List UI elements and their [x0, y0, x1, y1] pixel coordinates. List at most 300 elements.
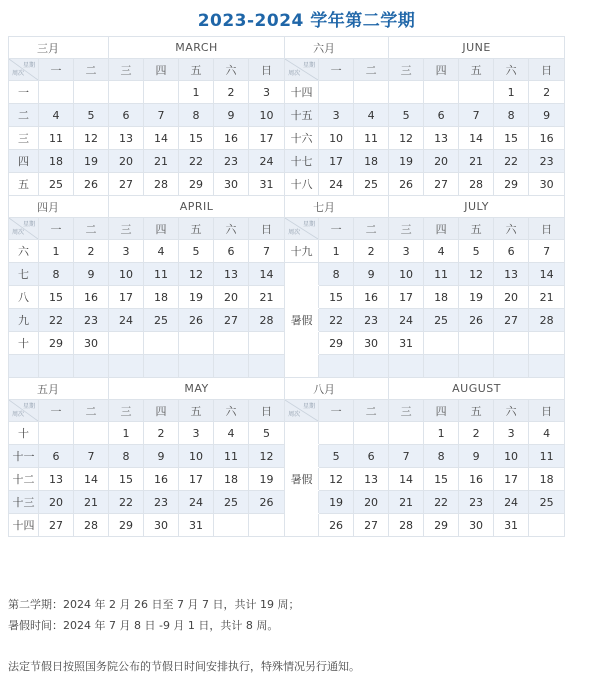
- corner-label: [285, 59, 318, 80]
- month-header-row: [9, 378, 565, 400]
- day-cell: 28: [74, 514, 109, 537]
- day-cell: 5: [249, 422, 285, 445]
- weekday-header: 六: [214, 218, 249, 240]
- day-cell: 16: [74, 286, 109, 309]
- corner-week-label: 周次: [288, 411, 301, 418]
- day-cell: 12: [459, 263, 494, 286]
- month-name-en: MAY: [109, 378, 285, 400]
- day-cell: 8: [494, 104, 529, 127]
- day-cell: 25: [529, 491, 565, 514]
- day-cell: 24: [249, 150, 285, 173]
- day-cell: 26: [389, 173, 424, 196]
- vacation-cell: [285, 422, 319, 445]
- day-cell: 19: [74, 150, 109, 173]
- day-cell: 10: [249, 104, 285, 127]
- week-number: 九: [9, 309, 39, 332]
- corner-week-label: 周次: [12, 229, 25, 236]
- day-cell: [459, 332, 494, 355]
- day-cell: 25: [39, 173, 74, 196]
- day-cell: [424, 81, 459, 104]
- week-corner-cell: [285, 400, 319, 422]
- day-cell: 23: [459, 491, 494, 514]
- day-cell: 13: [109, 127, 144, 150]
- day-cell: 14: [389, 468, 424, 491]
- day-cell: [459, 355, 494, 378]
- week-row: [9, 104, 565, 127]
- weekday-header-row: [9, 59, 565, 81]
- week-number: 七: [9, 263, 39, 286]
- day-cell: [39, 81, 74, 104]
- day-cell: 9: [354, 263, 389, 286]
- day-cell: 13: [214, 263, 249, 286]
- day-cell: 6: [214, 240, 249, 263]
- month-header-row: [9, 37, 565, 59]
- day-cell: 26: [459, 309, 494, 332]
- day-cell: 18: [144, 286, 179, 309]
- month-name-cn: 八月: [285, 378, 389, 400]
- month-name-cn: 六月: [285, 37, 389, 59]
- weekday-header: 三: [109, 59, 144, 81]
- day-cell: [74, 81, 109, 104]
- day-cell: 22: [494, 150, 529, 173]
- week-number: 十一: [9, 445, 39, 468]
- day-cell: 14: [249, 263, 285, 286]
- vacation-cell: [285, 355, 319, 378]
- day-cell: 31: [494, 514, 529, 537]
- vacation-cell: [285, 445, 319, 468]
- day-cell: 23: [74, 309, 109, 332]
- weekday-header: 日: [249, 400, 285, 422]
- vacation-cell: 暑假: [285, 468, 319, 491]
- day-cell: 11: [529, 445, 565, 468]
- week-row: [9, 81, 565, 104]
- day-cell: [144, 81, 179, 104]
- day-cell: 9: [529, 104, 565, 127]
- day-cell: 29: [39, 332, 74, 355]
- month-name-en: JULY: [389, 196, 565, 218]
- day-cell: [424, 355, 459, 378]
- weekday-header: 一: [39, 400, 74, 422]
- day-cell: 21: [249, 286, 285, 309]
- month-name-cn: 七月: [285, 196, 389, 218]
- week-corner-cell: [9, 400, 39, 422]
- month-name-en: MARCH: [109, 37, 285, 59]
- day-cell: 29: [424, 514, 459, 537]
- day-cell: 26: [179, 309, 214, 332]
- weekday-header: 一: [319, 400, 354, 422]
- day-cell: 11: [214, 445, 249, 468]
- day-cell: 9: [459, 445, 494, 468]
- day-cell: 11: [39, 127, 74, 150]
- weekday-header: 六: [494, 59, 529, 81]
- day-cell: 27: [354, 514, 389, 537]
- day-cell: 4: [214, 422, 249, 445]
- day-cell: [354, 355, 389, 378]
- day-cell: 17: [494, 468, 529, 491]
- day-cell: 31: [179, 514, 214, 537]
- vacation-cell: [285, 263, 319, 286]
- week-number: 八: [9, 286, 39, 309]
- day-cell: 17: [319, 150, 354, 173]
- day-cell: 18: [424, 286, 459, 309]
- day-cell: 7: [529, 240, 565, 263]
- day-cell: 28: [144, 173, 179, 196]
- week-corner-cell: [9, 218, 39, 240]
- day-cell: 20: [494, 286, 529, 309]
- week-number: 十四: [285, 81, 319, 104]
- day-cell: [109, 332, 144, 355]
- day-cell: 8: [424, 445, 459, 468]
- day-cell: 24: [389, 309, 424, 332]
- day-cell: 19: [389, 150, 424, 173]
- day-cell: [214, 514, 249, 537]
- day-cell: 16: [354, 286, 389, 309]
- weekday-header: 四: [424, 218, 459, 240]
- day-cell: 1: [424, 422, 459, 445]
- day-cell: 12: [389, 127, 424, 150]
- week-row: [9, 240, 565, 263]
- day-cell: 23: [354, 309, 389, 332]
- day-cell: 10: [389, 263, 424, 286]
- day-cell: [389, 81, 424, 104]
- day-cell: 1: [179, 81, 214, 104]
- day-cell: 26: [249, 491, 285, 514]
- corner-week-label: 周次: [12, 70, 25, 77]
- month-name-en: APRIL: [109, 196, 285, 218]
- week-number: 一: [9, 81, 39, 104]
- weekday-header: 六: [494, 218, 529, 240]
- day-cell: 15: [424, 468, 459, 491]
- day-cell: 3: [389, 240, 424, 263]
- day-cell: 24: [179, 491, 214, 514]
- day-cell: 29: [109, 514, 144, 537]
- vacation-cell: 暑假: [285, 309, 319, 332]
- day-cell: 16: [459, 468, 494, 491]
- week-number: 十二: [9, 468, 39, 491]
- day-cell: 2: [354, 240, 389, 263]
- weekday-header: 日: [249, 218, 285, 240]
- day-cell: [424, 332, 459, 355]
- weekday-header: 六: [214, 59, 249, 81]
- weekday-header: 日: [249, 59, 285, 81]
- day-cell: 22: [179, 150, 214, 173]
- day-cell: 20: [424, 150, 459, 173]
- day-cell: 3: [319, 104, 354, 127]
- day-cell: [354, 422, 389, 445]
- day-cell: 1: [109, 422, 144, 445]
- day-cell: [249, 514, 285, 537]
- day-cell: 24: [109, 309, 144, 332]
- week-number: 十: [9, 422, 39, 445]
- weekday-header: 四: [144, 218, 179, 240]
- day-cell: 10: [494, 445, 529, 468]
- weekday-header: 五: [459, 218, 494, 240]
- week-row: [9, 150, 565, 173]
- weekday-header: 二: [74, 400, 109, 422]
- day-cell: [494, 355, 529, 378]
- day-cell: 16: [144, 468, 179, 491]
- day-cell: 21: [74, 491, 109, 514]
- corner-label: [9, 218, 38, 239]
- day-cell: 22: [319, 309, 354, 332]
- day-cell: 8: [109, 445, 144, 468]
- day-cell: [494, 332, 529, 355]
- month-name-en: AUGUST: [389, 378, 565, 400]
- day-cell: 4: [39, 104, 74, 127]
- corner-weekday-label: 星期: [22, 221, 35, 228]
- day-cell: 10: [179, 445, 214, 468]
- weekday-header: 四: [144, 59, 179, 81]
- day-cell: 18: [214, 468, 249, 491]
- day-cell: 31: [389, 332, 424, 355]
- week-number: 五: [9, 173, 39, 196]
- day-cell: [214, 332, 249, 355]
- day-cell: 23: [144, 491, 179, 514]
- week-number: 十八: [285, 173, 319, 196]
- day-cell: 1: [319, 240, 354, 263]
- day-cell: 10: [109, 263, 144, 286]
- corner-week-label: 周次: [12, 411, 25, 418]
- day-cell: 2: [529, 81, 565, 104]
- day-cell: 24: [494, 491, 529, 514]
- day-cell: 24: [319, 173, 354, 196]
- day-cell: [354, 81, 389, 104]
- day-cell: 21: [459, 150, 494, 173]
- weekday-header: 日: [529, 218, 565, 240]
- day-cell: 19: [249, 468, 285, 491]
- day-cell: 30: [144, 514, 179, 537]
- weekday-header: 三: [389, 59, 424, 81]
- weekday-header: 四: [424, 400, 459, 422]
- week-row: [9, 468, 565, 491]
- semester-note: 第二学期：2024 年 2 月 26 日至 7 月 7 日，共计 19 周；: [8, 598, 300, 611]
- day-cell: 2: [74, 240, 109, 263]
- day-cell: 22: [424, 491, 459, 514]
- week-row: [9, 355, 565, 378]
- day-cell: 18: [354, 150, 389, 173]
- week-row: [9, 127, 565, 150]
- day-cell: 25: [144, 309, 179, 332]
- day-cell: 4: [354, 104, 389, 127]
- day-cell: [319, 81, 354, 104]
- week-number: 三: [9, 127, 39, 150]
- week-row: [9, 263, 565, 286]
- day-cell: 21: [144, 150, 179, 173]
- vacation-note: 暑假时间：2024 年 7 月 8 日 -9 月 1 日，共计 8 周。: [8, 619, 279, 632]
- weekday-header: 二: [354, 218, 389, 240]
- day-cell: 27: [214, 309, 249, 332]
- page-title: 2023-2024 学年第二学期: [197, 11, 416, 31]
- day-cell: 20: [109, 150, 144, 173]
- day-cell: 22: [109, 491, 144, 514]
- day-cell: 21: [529, 286, 565, 309]
- day-cell: 3: [109, 240, 144, 263]
- week-number: 十三: [9, 491, 39, 514]
- weekday-header: 五: [459, 59, 494, 81]
- week-row: [9, 514, 565, 537]
- day-cell: 28: [249, 309, 285, 332]
- day-cell: 8: [39, 263, 74, 286]
- day-cell: 2: [459, 422, 494, 445]
- day-cell: 27: [39, 514, 74, 537]
- day-cell: 29: [319, 332, 354, 355]
- corner-weekday-label: 星期: [303, 62, 316, 69]
- day-cell: 13: [424, 127, 459, 150]
- day-cell: 3: [179, 422, 214, 445]
- week-row: [9, 173, 565, 196]
- day-cell: 11: [424, 263, 459, 286]
- weekday-header: 五: [179, 400, 214, 422]
- day-cell: 30: [459, 514, 494, 537]
- day-cell: 6: [494, 240, 529, 263]
- day-cell: [249, 332, 285, 355]
- day-cell: 16: [214, 127, 249, 150]
- week-number: [9, 355, 39, 378]
- day-cell: 5: [179, 240, 214, 263]
- day-cell: [74, 355, 109, 378]
- day-cell: 18: [529, 468, 565, 491]
- weekday-header: 日: [529, 400, 565, 422]
- day-cell: 20: [354, 491, 389, 514]
- day-cell: 8: [319, 263, 354, 286]
- day-cell: 25: [214, 491, 249, 514]
- day-cell: [319, 422, 354, 445]
- weekday-header: 四: [424, 59, 459, 81]
- day-cell: 13: [39, 468, 74, 491]
- holiday-note: 法定节假日按照国务院公布的节假日时间安排执行，特殊情况另行通知。: [8, 660, 360, 673]
- day-cell: 20: [39, 491, 74, 514]
- day-cell: 3: [249, 81, 285, 104]
- vacation-cell: [285, 491, 319, 514]
- corner-label: [285, 218, 318, 239]
- day-cell: 12: [319, 468, 354, 491]
- weekday-header: 三: [109, 218, 144, 240]
- day-cell: 6: [39, 445, 74, 468]
- day-cell: 15: [39, 286, 74, 309]
- day-cell: 17: [249, 127, 285, 150]
- day-cell: 6: [354, 445, 389, 468]
- day-cell: 13: [354, 468, 389, 491]
- day-cell: 16: [529, 127, 565, 150]
- weekday-header-row: [9, 400, 565, 422]
- day-cell: 28: [529, 309, 565, 332]
- day-cell: 9: [74, 263, 109, 286]
- day-cell: 21: [389, 491, 424, 514]
- week-row: [9, 332, 565, 355]
- corner-week-label: 周次: [288, 70, 301, 77]
- week-number: 十: [9, 332, 39, 355]
- day-cell: 1: [494, 81, 529, 104]
- day-cell: 27: [109, 173, 144, 196]
- day-cell: 15: [319, 286, 354, 309]
- day-cell: 10: [319, 127, 354, 150]
- day-cell: 12: [179, 263, 214, 286]
- corner-week-label: 周次: [288, 229, 301, 236]
- weekday-header: 二: [354, 400, 389, 422]
- week-number: 十四: [9, 514, 39, 537]
- day-cell: 4: [144, 240, 179, 263]
- day-cell: 15: [179, 127, 214, 150]
- weekday-header: 一: [319, 218, 354, 240]
- week-number: 六: [9, 240, 39, 263]
- weekday-header: 三: [389, 218, 424, 240]
- day-cell: 6: [109, 104, 144, 127]
- day-cell: [109, 355, 144, 378]
- vacation-cell: [285, 514, 319, 537]
- day-cell: 19: [179, 286, 214, 309]
- corner-weekday-label: 星期: [303, 221, 316, 228]
- day-cell: [459, 81, 494, 104]
- day-cell: 30: [529, 173, 565, 196]
- corner-weekday-label: 星期: [22, 403, 35, 410]
- day-cell: [389, 355, 424, 378]
- day-cell: 3: [494, 422, 529, 445]
- day-cell: [39, 355, 74, 378]
- day-cell: [144, 332, 179, 355]
- weekday-header: 二: [74, 59, 109, 81]
- week-row: [9, 491, 565, 514]
- day-cell: 5: [319, 445, 354, 468]
- day-cell: 28: [459, 173, 494, 196]
- day-cell: [319, 355, 354, 378]
- day-cell: 20: [214, 286, 249, 309]
- month-name-cn: 四月: [9, 196, 109, 218]
- day-cell: [39, 422, 74, 445]
- day-cell: 29: [179, 173, 214, 196]
- day-cell: 1: [39, 240, 74, 263]
- corner-label: [9, 400, 38, 421]
- weekday-header: 一: [319, 59, 354, 81]
- day-cell: 17: [389, 286, 424, 309]
- day-cell: 17: [109, 286, 144, 309]
- day-cell: 7: [459, 104, 494, 127]
- day-cell: [249, 355, 285, 378]
- week-number: 十六: [285, 127, 319, 150]
- day-cell: 2: [144, 422, 179, 445]
- vacation-cell: [285, 286, 319, 309]
- week-row: [9, 445, 565, 468]
- week-corner-cell: [285, 218, 319, 240]
- day-cell: 2: [214, 81, 249, 104]
- day-cell: 7: [74, 445, 109, 468]
- day-cell: 18: [39, 150, 74, 173]
- day-cell: 19: [459, 286, 494, 309]
- day-cell: 9: [214, 104, 249, 127]
- month-header-row: [9, 196, 565, 218]
- day-cell: [179, 332, 214, 355]
- week-number: 十七: [285, 150, 319, 173]
- day-cell: 28: [389, 514, 424, 537]
- weekday-header: 五: [459, 400, 494, 422]
- day-cell: 12: [249, 445, 285, 468]
- weekday-header: 日: [529, 59, 565, 81]
- day-cell: 4: [529, 422, 565, 445]
- day-cell: 26: [319, 514, 354, 537]
- day-cell: 15: [109, 468, 144, 491]
- day-cell: 23: [214, 150, 249, 173]
- day-cell: 31: [249, 173, 285, 196]
- weekday-header: 四: [144, 400, 179, 422]
- day-cell: 25: [424, 309, 459, 332]
- corner-label: [285, 400, 318, 421]
- day-cell: 11: [144, 263, 179, 286]
- corner-weekday-label: 星期: [303, 403, 316, 410]
- month-name-en: JUNE: [389, 37, 565, 59]
- day-cell: 4: [424, 240, 459, 263]
- day-cell: 22: [39, 309, 74, 332]
- academic-calendar: [8, 36, 565, 537]
- day-cell: 14: [74, 468, 109, 491]
